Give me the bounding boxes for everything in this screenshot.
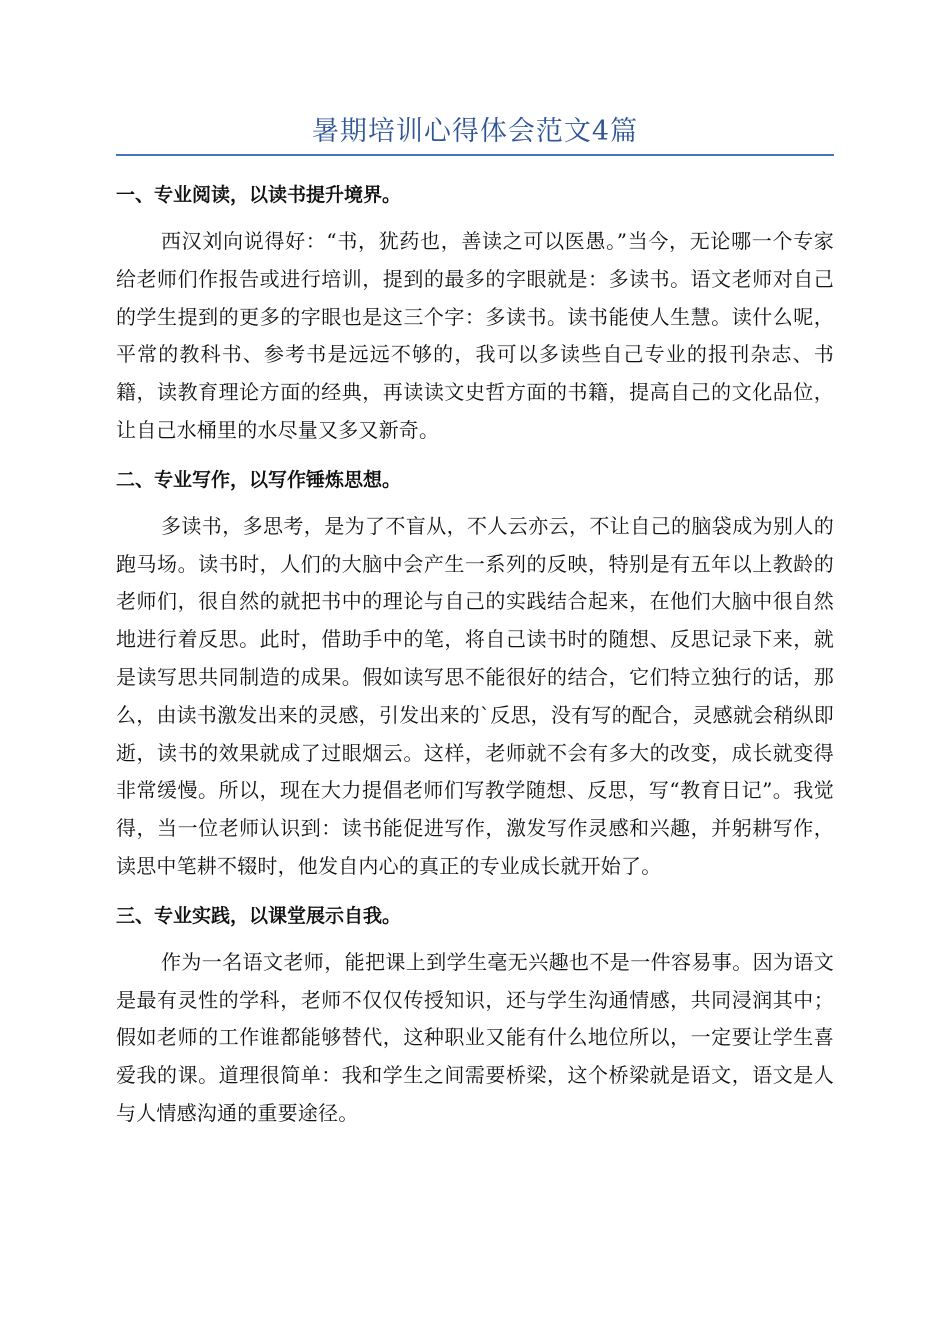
- section-paragraph-2: 多读书，多思考，是为了不盲从，不人云亦云，不让自己的脑袋成为别人的跑马场。读书时，人们的大脑中会产生一系列的反映，特别是有五年以上教龄的老师们，很自然的就把书中的理论与自己的实践结合起来，在他们大脑中很自然地进行着反思。此时，借助手中的笔，将自己读书时的随想、反思记录下来，就是读写思共同制造的成果。假如读写思不能很好的结合，它们特立独行的话，那么，由读书激发出来的灵感，引发出来的`反思，没有写的配合，灵感就会稍纵即逝，读书的效果就成了过眼烟云。这样，老师就不会有多大的改变，成长就变得非常缓慢。所以，现在大力提倡老师们写教学随想、反思，写“教育日记”。我觉得，当一位老师认识到：读书能促进写作，激发写作灵感和兴趣，并躬耕写作，读思中笔耕不辍时，他发自内心的真正的专业成长就开始了。: [116, 513, 834, 878]
- section-paragraph-3: 作为一名语文老师，能把课上到学生毫无兴趣也不是一件容易事。因为语文是最有灵性的学科，老师不仅仅传授知识，还与学生沟通情感，共同浸润其中；假如老师的工作谁都能够替代，这种职业又能有什么地位所以，一定要让学生喜爱我的课。道理很简单：我和学生之间需要桥梁，这个桥梁就是语文，语文是人与人情感沟通的重要途径。: [116, 949, 834, 1125]
- title-underline: [116, 154, 834, 156]
- document-body: [116, 171, 834, 1139]
- section-paragraph-1: 西汉刘向说得好：“书，犹药也，善读之可以医愚。”当今，无论哪一个专家给老师们作报告或进行培训，提到的最多的字眼就是：多读书。语文老师对自己的学生提到的更多的字眼也是这三个字：多读书。读书能使人生慧。读什么呢，平常的教科书、参考书是远远不够的，我可以多读些自己专业的报刊杂志、书籍，读教育理论方面的经典，再读读文史哲方面的书籍，提高自己的文化品位，让自己水桶里的水尽量又多又新奇。: [116, 229, 834, 442]
- section-heading-2: 二、专业写作，以写作锤炼思想。: [116, 468, 402, 491]
- section-heading-1: 一、专业阅读，以读书提升境界。: [116, 184, 402, 206]
- document-title: 暑期培训心得体会范文4篇: [311, 116, 639, 147]
- section-heading-3: 三、专业实践，以课堂展示自我。: [116, 904, 402, 927]
